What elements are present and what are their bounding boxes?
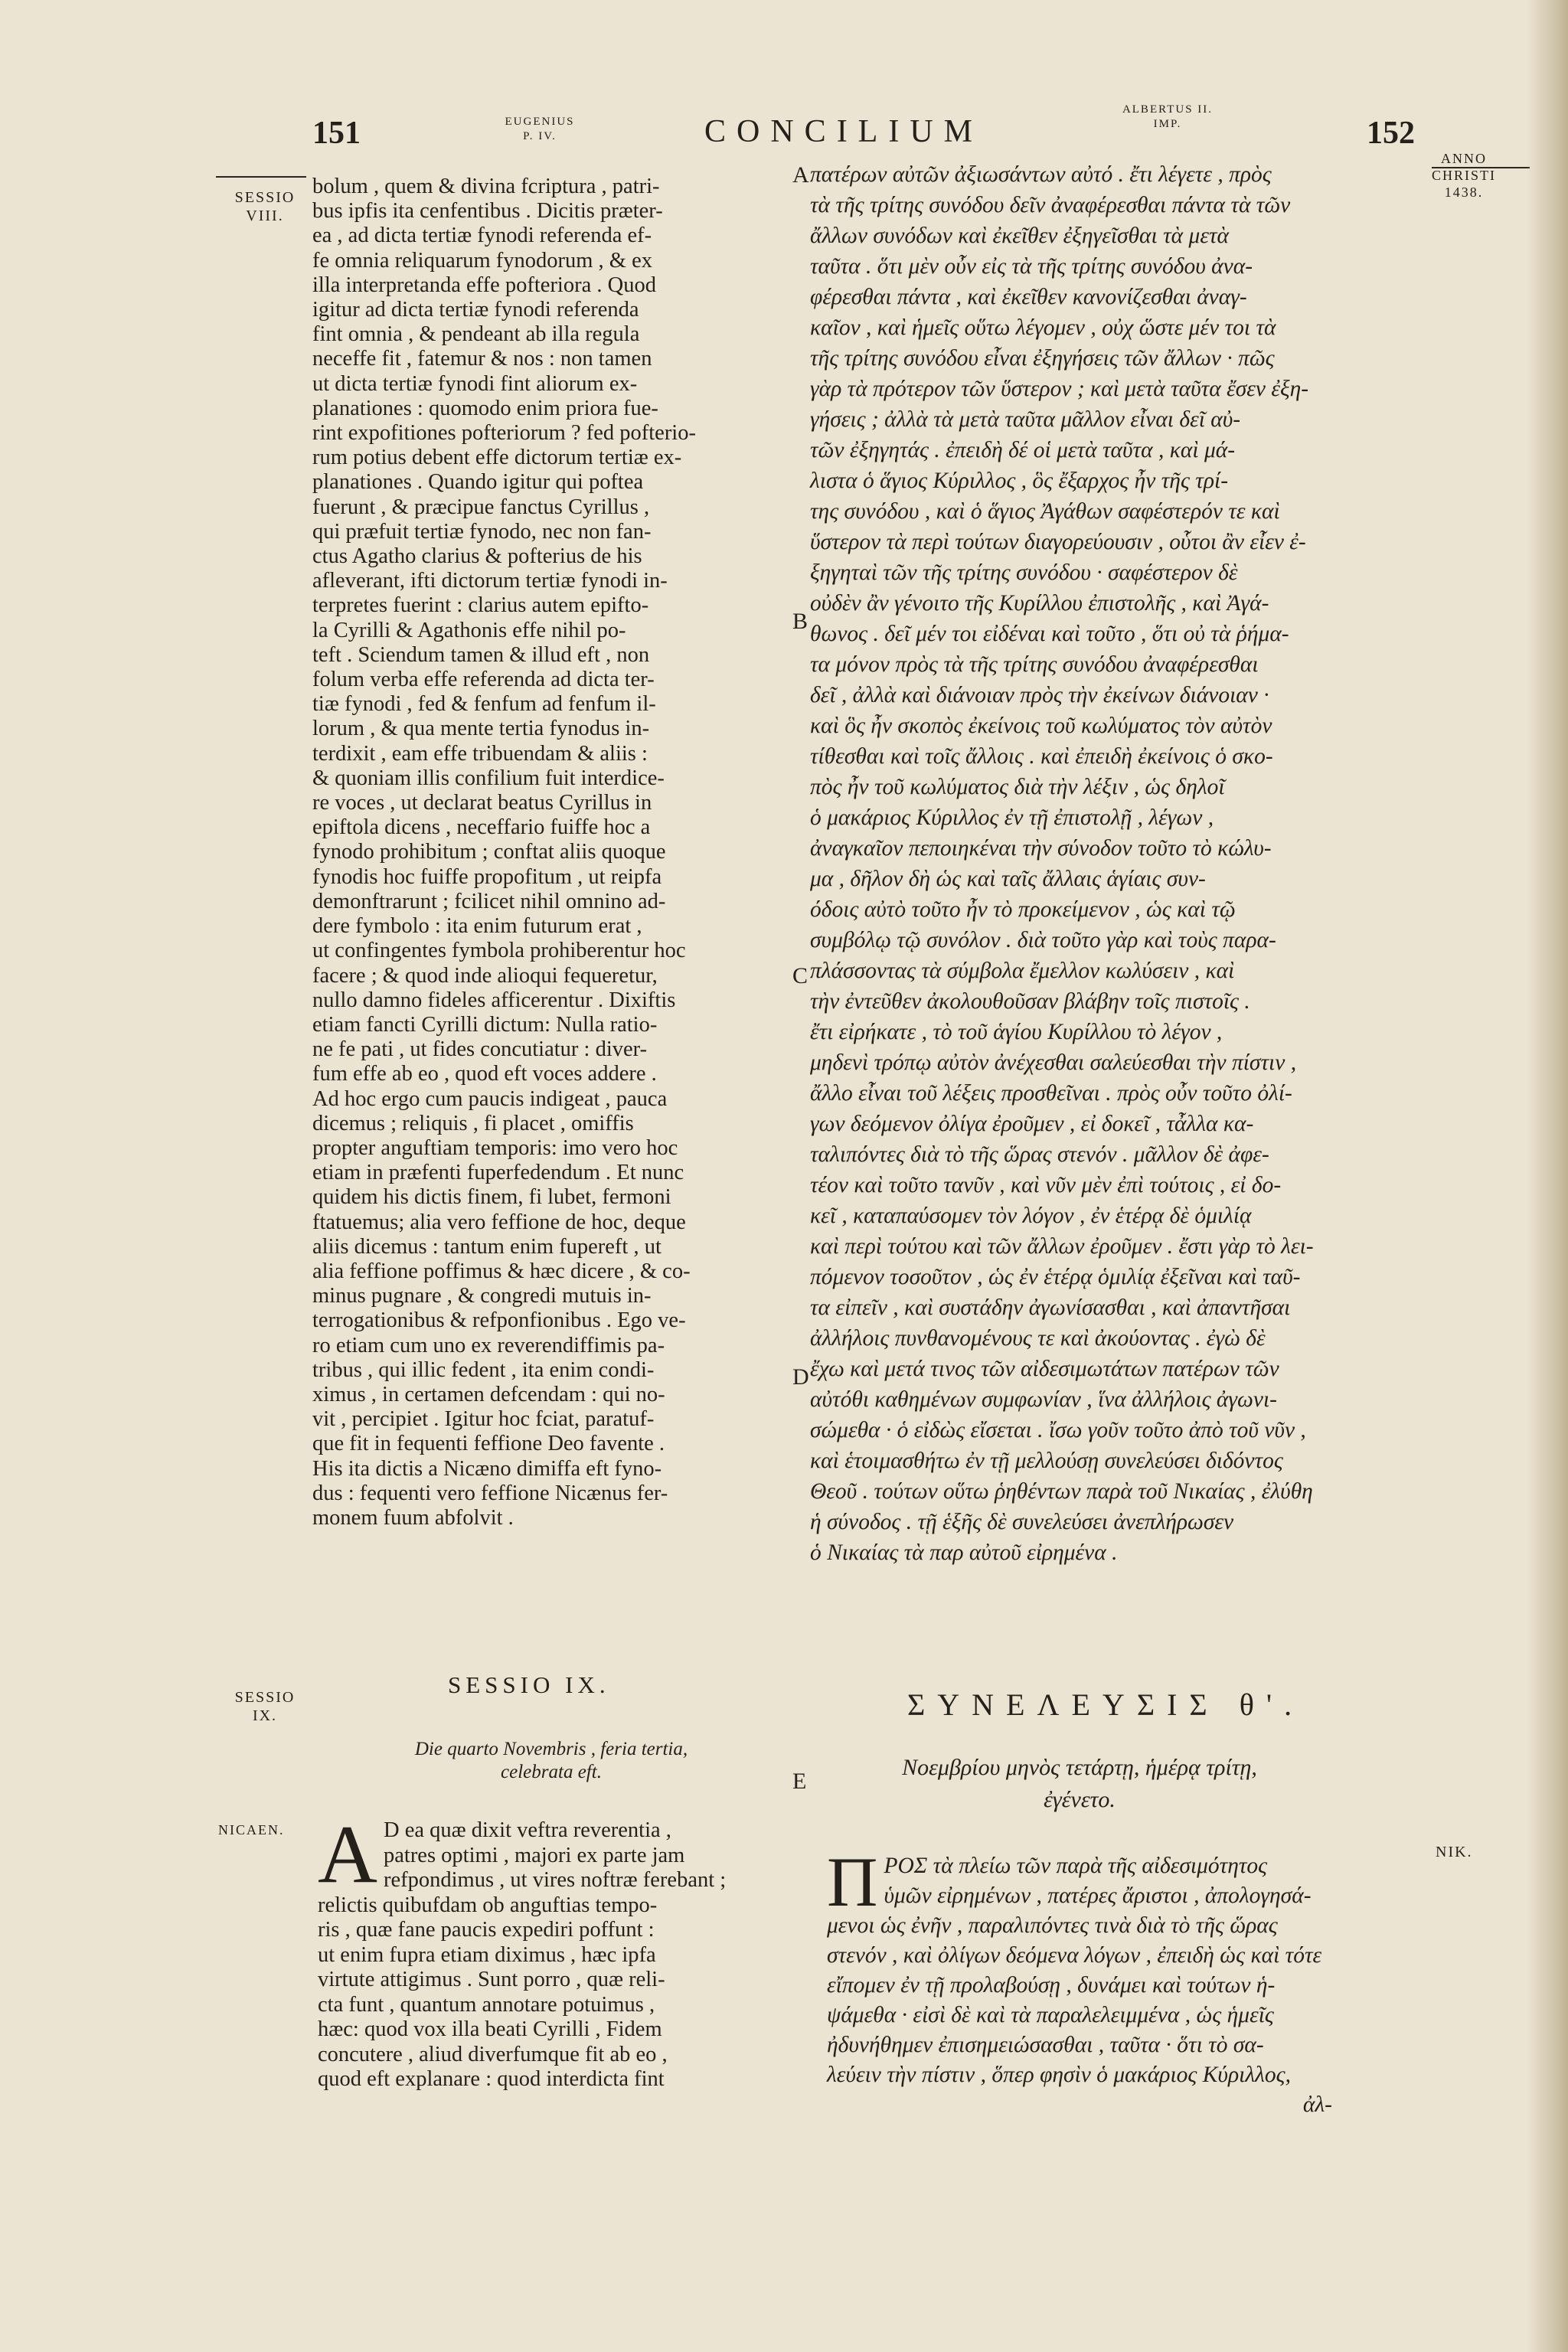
text-line: & quoniam illis confilium fuit interdice- [312, 766, 665, 790]
text-line: ὁ μακάριος Κύριλλος ἐν τῇ ἐπιστολῇ , λέγων , [810, 805, 1214, 830]
text-line: καὶ ἑτοιμασθήτω ἐν τῇ μελλούσῃ συνελεύσει διδόντος [810, 1449, 1283, 1473]
text-line: τῆς τρίτης συνόδου εἶναι ἐξηγήσεις τῶν ἄλλων · πῶς [810, 346, 1275, 371]
text-line: cta funt , quantum annotare potuimus , [318, 1992, 655, 2017]
text-line: μενοι ὡς ἐνῆν , παραλιπόντες τινὰ διὰ τὸ τῆς ὥρας [827, 1913, 1278, 1938]
text-line: τίθεσθαι καὶ τοῖς ἄλλοις . καὶ ἐπειδὴ ἐκείνοις ὁ σκο- [810, 744, 1273, 769]
text-line: ctus Agatho clarius & pofterius de his [312, 544, 642, 569]
running-header-left [494, 115, 586, 144]
text-line: φέρεσθαι πάντα , καὶ ἐκεῖθεν κανονίζεσθαι ἀναγ- [810, 285, 1247, 309]
text-line: γήσεις ; ἀλλὰ τὰ μετὰ ταῦτα μᾶλλον εἶναι δεῖ αὐ- [810, 407, 1241, 432]
text-line: πλάσσοντας τὰ σύμβολα ἔμελλον κωλύσειν , καὶ [810, 959, 1235, 983]
text-line: θωνος . δεῖ μέν τοι εἰδέναι καὶ τοῦτο , ὅτι οὐ τὰ ῥήμα- [810, 622, 1289, 646]
text-line: ftatuemus; alia vero feffione de hoc, deque [312, 1210, 686, 1234]
text-line: planationes . Quando igitur qui poftea [312, 470, 644, 495]
margin-anno-label: ANNO [1441, 151, 1487, 166]
text-line: teft . Sciendum tamen & illud eft , non [312, 642, 650, 667]
text-line: dus : fequenti vero feffione Nicænus fer- [312, 1481, 668, 1505]
binding-gutter [1526, 0, 1568, 2352]
dropcap-greek: Π [827, 1843, 878, 1921]
text-line: εἴπομεν ἐν τῇ προλαβούσῃ , δυνάμει καὶ τούτων ἡ- [827, 1973, 1276, 1998]
text-line: Θεοῦ . τούτων οὕτω ῥηθέντων παρὰ τοῦ Νικαίας , ἐλύθη [810, 1479, 1313, 1504]
text-line: ut enim fupra etiam diximus , hæc ipfa [318, 1942, 656, 1967]
text-line: ἄλλων συνόδων καὶ ἐκεῖθεν ἐξηγεῖσθαι τὰ μετὰ [810, 224, 1230, 248]
running-header-right [1110, 103, 1225, 132]
text-line: ὕστερον τὰ περὶ τούτων διαγορεύουσιν , οὗτοι ἂν εἶεν ἐ- [810, 530, 1306, 554]
text-line: bus ipfis ita cenfentibus . Dicitis præter- [312, 199, 663, 224]
session-9-greek-date [827, 1752, 1332, 1816]
text-line: rum potius debent effe dictorum tertiæ ex- [312, 446, 682, 470]
text-line: fe omnia reliquarum fynodorum , & ex [312, 248, 653, 273]
text-line: fint omnia , & pendeant ab illa regula [312, 322, 640, 347]
text-line: patres optimi , majori ex parte jam [384, 1843, 685, 1867]
margin-session-9 [216, 1688, 314, 1725]
text-line: τῶν ἐξηγητάς . ἐπειδὴ δέ οἱ μετὰ ταῦτα , καὶ μά- [810, 438, 1236, 462]
text-line: ris , quæ fane paucis expediri poffunt : [318, 1918, 655, 1942]
text-line: ταῦτα . ὅτι μὲν οὖν εἰς τὰ τῆς τρίτης συνόδου ἀνα- [810, 254, 1253, 279]
text-line: τα εἰπεῖν , καὶ συστάδην ἀγωνίσασθαι , καὶ ἀπαντῆσαι [810, 1295, 1291, 1320]
text-line: que fit in fequenti feffione Deo favente . [312, 1432, 665, 1456]
page-number-left: 151 [312, 116, 361, 151]
text-line: ea , ad dicta tertiæ fynodi referenda ef- [312, 224, 652, 248]
text-line: ne fe pati , ut fides concutiatur : diver- [312, 1037, 648, 1062]
text-line: refpondimus , ut vires noftræ ferebant ; [384, 1868, 727, 1892]
text-line: ut confingentes fymbola prohiberentur hoc [312, 939, 686, 963]
text-line: ξηγηταὶ τῶν τῆς τρίτης συνόδου · σαφέστερον δὲ [810, 560, 1238, 585]
text-line: ἠδυνήθημεν ἐπισημειώσασθαι , ταῦτα · ὅτι τὸ σα- [827, 2033, 1264, 2057]
text-line: fum effe ab eo , quod eft voces addere . [312, 1062, 657, 1086]
header-emperor-name: ALBERTUS II. [1122, 103, 1214, 116]
text-line: μηδενὶ τρόπῳ αὐτὸν ἀνέχεσθαι σαλεύεσθαι τὴν πίστιν , [810, 1050, 1297, 1075]
text-line: πόμενον τοσοῦτον , ὡς ἐν ἑτέρᾳ ὁμιλίᾳ ἐξεῖναι καὶ ταῦ- [810, 1265, 1301, 1289]
text-line: ταλιπόντες διὰ τὸ τῆς ὥρας στενόν . μᾶλλον δὲ ἀφε- [810, 1142, 1269, 1167]
margin-christi-label: CHRISTI [1432, 168, 1497, 183]
text-line: γων δεόμενον ὀλίγα ἐροῦμεν , εἰ δοκεῖ , τἆλλα κα- [810, 1112, 1254, 1136]
text-line: συμβόλῳ τῷ συνόλον . διὰ τοῦτο γὰρ καὶ τοὺς παρα- [810, 928, 1276, 952]
text-line: demonftrarunt ; fcilicet nihil omnino ad- [312, 889, 666, 913]
session-9-greek-text [827, 1843, 1332, 2120]
text-line: terdixit , eam effe tribuendam & aliis : [312, 741, 648, 766]
session-9-date-line: Die quarto Novembris , feria tertia, [414, 1739, 688, 1759]
text-line: alia feffione poffimus & hæc dicere , & co- [312, 1259, 691, 1283]
text-line: His ita dictis a Nicæno dimiffa eft fyno- [312, 1456, 662, 1481]
text-line: etiam fancti Cyrilli dictum: Nulla ratio- [312, 1012, 658, 1037]
text-line: πὸς ἦν τοῦ κωλύματος διὰ τὴν λέξιν , ὡς δηλοῖ [810, 775, 1225, 799]
text-line: tribus , qui illic fedent , ita enim condi- [312, 1357, 655, 1382]
text-line: tiæ fynodi , fed & fenfum ad fenfum il- [312, 692, 656, 717]
dropcap-latin: A [318, 1809, 377, 1900]
text-line: minus pugnare , & congredi mutuis in- [312, 1284, 652, 1308]
text-line: fynodo prohibitum ; conftat aliis quoque [312, 840, 666, 864]
text-line: δεῖ , ἀλλὰ καὶ διάνοιαν πρὸς τὴν ἐκείνων διάνοιαν · [810, 683, 1269, 707]
session-9-greek-date-line: ἐγένετο. [1044, 1787, 1116, 1812]
text-line: ἀναγκαῖον πεποιηκέναι τὴν σύνοδον τοῦτο τὸ κώλυ- [810, 836, 1272, 861]
text-line: propter anguftiam temporis: imo vero hoc [312, 1135, 678, 1160]
text-line: ximus , in certamen defcendam : qui no- [312, 1382, 665, 1406]
text-line: Ad hoc ergo cum paucis indigeat , pauca [312, 1086, 668, 1111]
text-line: ἀλλήλοις πυνθανομένους τε καὶ ἀκούοντας . ἐγὼ δὲ [810, 1326, 1266, 1351]
text-line: epiftola dicens , neceffario fuiffe hoc a [312, 815, 651, 840]
running-title: CONCILIUM [704, 114, 983, 149]
catchword: ἀλ- [1302, 2092, 1332, 2117]
text-line: dicemus ; reliquis , fi placet , omiffis [312, 1111, 634, 1135]
text-line: bolum , quem & divina fcriptura , patri- [312, 175, 660, 198]
text-line: etiam in præfenti fuperfedendum . Et nunc [312, 1161, 684, 1185]
text-line: neceffe fit , fatemur & nos : non tamen [312, 347, 652, 371]
text-line: lorum , & qua mente tertia fynodus in- [312, 717, 650, 741]
text-line: τέον καὶ τοῦτο τανῦν , καὶ νῦν μὲν ἐπὶ τούτοις , εἰ δο- [810, 1173, 1282, 1197]
greek-text-column [810, 159, 1315, 1568]
section-letter-d: D [792, 1364, 809, 1390]
text-line: μα , δῆλον δὴ ὡς καὶ ταῖς ἄλλαις ἁγίαις συν- [810, 867, 1206, 891]
text-line: καῖον , καὶ ἡμεῖς οὕτω λέγομεν , οὐχ ὥστε μέν τοι τὰ [810, 315, 1276, 340]
text-line: terrogationibus & refponfionibus . Ego ve- [312, 1308, 686, 1333]
text-line: ut dicta tertiæ fynodi fint aliorum ex- [312, 371, 638, 396]
text-line: aliis dicemus : tantum enim fupereft , ut [312, 1234, 662, 1259]
header-pope-name: EUGENIUS [505, 116, 575, 128]
text-line: ἔχω καὶ μετά τινος τῶν αἰδεσιμωτάτων πατέρων τῶν [810, 1357, 1279, 1381]
text-line: καὶ ὃς ἦν σκοπὸς ἐκείνοις τοῦ κωλύματος τὸν αὐτὸν [810, 714, 1272, 738]
text-line: terpretes fuerint : clarius autem epifto- [312, 593, 649, 618]
text-line: στενόν , καὶ ὀλίγων δεόμενα λόγων , ἐπειδὴ ὡς καὶ τότε [827, 1943, 1322, 1968]
margin-session-number: VIII. [246, 207, 284, 224]
text-line: relictis quibufdam ob anguftias tempo- [318, 1893, 658, 1917]
text-line: illa interpretanda effe pofteriora . Quod [312, 273, 656, 297]
margin-rule-left [216, 176, 306, 178]
text-line: dere fymbolo : ita enim futurum erat , [312, 914, 642, 939]
margin-anno [1432, 150, 1496, 201]
text-line: nullo damno fideles afficerentur . Dixiftis [312, 988, 676, 1012]
text-line: hæc: quod vox illa beati Cyrilli , Fidem [318, 2017, 662, 2041]
text-line: σώμεθα · ὁ εἰδὼς εἴσεται . ἴσω γοῦν τοῦτο ἀπὸ τοῦ νῦν , [810, 1418, 1306, 1442]
text-line: ψάμεθα · εἰσὶ δὲ καὶ τὰ παραλελειμμένα , ὡς ἡμεῖς [827, 2003, 1274, 2027]
text-line: πατέρων αὐτῶν ἀξιωσάντων αὐτό . ἔτι λέγετε , πρὸς [810, 162, 1272, 187]
text-line: facere ; & quod inde alioqui fequeretur, [312, 963, 658, 988]
text-line: της συνόδου , καὶ ὁ ἅγιος Ἀγάθων σαφέστερόν τε καὶ [810, 499, 1280, 524]
margin-session-label: SESSIO [234, 1689, 296, 1706]
section-letter-a: A [792, 162, 809, 188]
margin-session-8 [216, 188, 314, 225]
text-line: γὰρ τὰ πρότερον τῶν ὕστερον ; καὶ μετὰ ταῦτα ἔσεν ἐξη- [810, 377, 1309, 401]
text-line: folum verba effe referenda ad dicta ter- [312, 668, 655, 692]
session-9-greek-lines [827, 1843, 1332, 2090]
session-9-greek-date-line: Νοεμβρίου μηνὸς τετάρτῃ, ἡμέρᾳ τρίτῃ, [902, 1755, 1257, 1780]
text-line: afleverant, ifti dictorum tertiæ fynodi in- [312, 569, 668, 593]
session-9-latin-lines [318, 1809, 786, 2092]
session-9-date [318, 1738, 785, 1784]
text-line: αὐτόθι καθημένων συμφωνίαν , ἵνα ἀλλήλοις ἀγωνι- [810, 1387, 1277, 1412]
margin-year: 1438. [1444, 185, 1484, 200]
header-emperor-title: IMP. [1153, 118, 1182, 130]
section-letter-e: E [792, 1769, 807, 1794]
text-line: όδοις αὐτὸ τοῦτο ἦν τὸ προκείμενον , ὡς καὶ τῷ [810, 897, 1236, 922]
text-line: concutere , aliud diverfumque fit ab eo , [318, 2042, 668, 2066]
text-line: ἔτι εἰρήκατε , τὸ τοῦ ἁγίου Κυρίλλου τὸ λέγον , [810, 1020, 1223, 1044]
text-line: virtute attigimus . Sunt porro , quæ reli- [318, 1968, 665, 1991]
text-line: la Cyrilli & Agathonis effe nihil po- [312, 618, 626, 642]
text-line: λιστα ὁ ἅγιος Κύριλλος , ὃς ἔξαρχος ἦν τῆς τρί- [810, 469, 1229, 493]
text-line: ἄλλο εἶναι τοῦ λέξεις προσθεῖναι . πρὸς οὖν τοῦτο ὀλί- [810, 1081, 1292, 1106]
text-line: quod eft explanare : quod interdicta fint [318, 2067, 665, 2091]
session-9-date-line: celebrata eft. [501, 1762, 602, 1782]
margin-session-number: IX. [252, 1707, 278, 1724]
text-line: τὴν ἐντεῦθεν ἀκολουθοῦσαν βλάβην τοῖς πιστοῖς . [810, 989, 1250, 1014]
text-line: τὰ τῆς τρίτης συνόδου δεῖν ἀναφέρεσθαι πάντα τὰ τῶν [810, 193, 1291, 217]
text-line: quidem his dictis finem, fi lubet, fermoni [312, 1185, 671, 1210]
speaker-label-greek: NIK. [1436, 1844, 1473, 1860]
page-number-right: 152 [1367, 116, 1415, 151]
latin-text-column [312, 175, 781, 1530]
session-9-title: SESSIO IX. [448, 1671, 610, 1698]
text-line: ἡ σύνοδος . τῇ ἑξῆς δὲ συνελεύσει ἀνεπλήρωσεν [810, 1510, 1234, 1534]
text-line: monem fuum abfolvit . [312, 1505, 514, 1530]
text-line: κεῖ , καταπαύσομεν τὸν λόγον , ἐν ἑτέρᾳ δὲ ὁμιλίᾳ [810, 1204, 1252, 1228]
text-line: οὐδὲν ἂν γένοιτο τῆς Κυρίλλου ἐπιστολῆς , καὶ Ἀγά- [810, 591, 1269, 616]
session-9-greek-title: ΣΥΝΕΛΕΥΣΙΣ θ'. [907, 1687, 1305, 1722]
text-line: rint expofitiones pofteriorum ? fed pofterio- [312, 421, 696, 446]
text-line: ὑμῶν εἰρημένων , πατέρες ἄριστοι , ἀπολογησά- [884, 1883, 1312, 1908]
text-line: ΡΟΣ τὰ πλείω τῶν παρὰ τῆς αἰδεσιμότητος [884, 1854, 1268, 1878]
text-line: fynodis hoc fuiffe propofitum , ut reipfa [312, 864, 662, 889]
text-line: planationes : quomodo enim priora fue- [312, 396, 658, 420]
text-line: D ea quæ dixit veftra reverentia , [384, 1818, 671, 1842]
text-line: ὁ Νικαίας τὰ παρ αὐτοῦ εἰρημένα . [810, 1540, 1118, 1565]
text-line: λεύειν τὴν πίστιν , ὅπερ φησὶν ὁ μακάριος Κύριλλος, [827, 2063, 1291, 2087]
text-line: vit , percipiet . Igitur hoc fciat, paratuf- [312, 1407, 655, 1432]
header-pope-number: P. IV. [523, 130, 557, 142]
text-line: τα μόνον πρὸς τὰ τῆς τρίτης συνόδου ἀναφέρεσθαι [810, 652, 1259, 677]
section-letter-b: B [792, 609, 808, 634]
text-line: fuerunt , & præcipue fanctus Cyrillus , [312, 495, 650, 519]
text-line: re voces , ut declarat beatus Cyrillus in [312, 791, 652, 815]
speaker-label-latin: NICAEN. [218, 1822, 285, 1838]
margin-session-label: SESSIO [234, 189, 296, 206]
text-line: igitur ad dicta tertiæ fynodi referenda [312, 298, 639, 322]
text-line: qui præfuit tertiæ fynodo, nec non fan- [312, 519, 652, 544]
section-letter-c: C [792, 963, 808, 988]
session-9-latin-text [318, 1809, 786, 2092]
text-line: ro etiam cum uno ex reverendiffimis pa- [312, 1333, 665, 1357]
text-line: καὶ περὶ τούτου καὶ τῶν ἄλλων ἐροῦμεν . ἔστι γὰρ τὸ λει- [810, 1234, 1314, 1259]
